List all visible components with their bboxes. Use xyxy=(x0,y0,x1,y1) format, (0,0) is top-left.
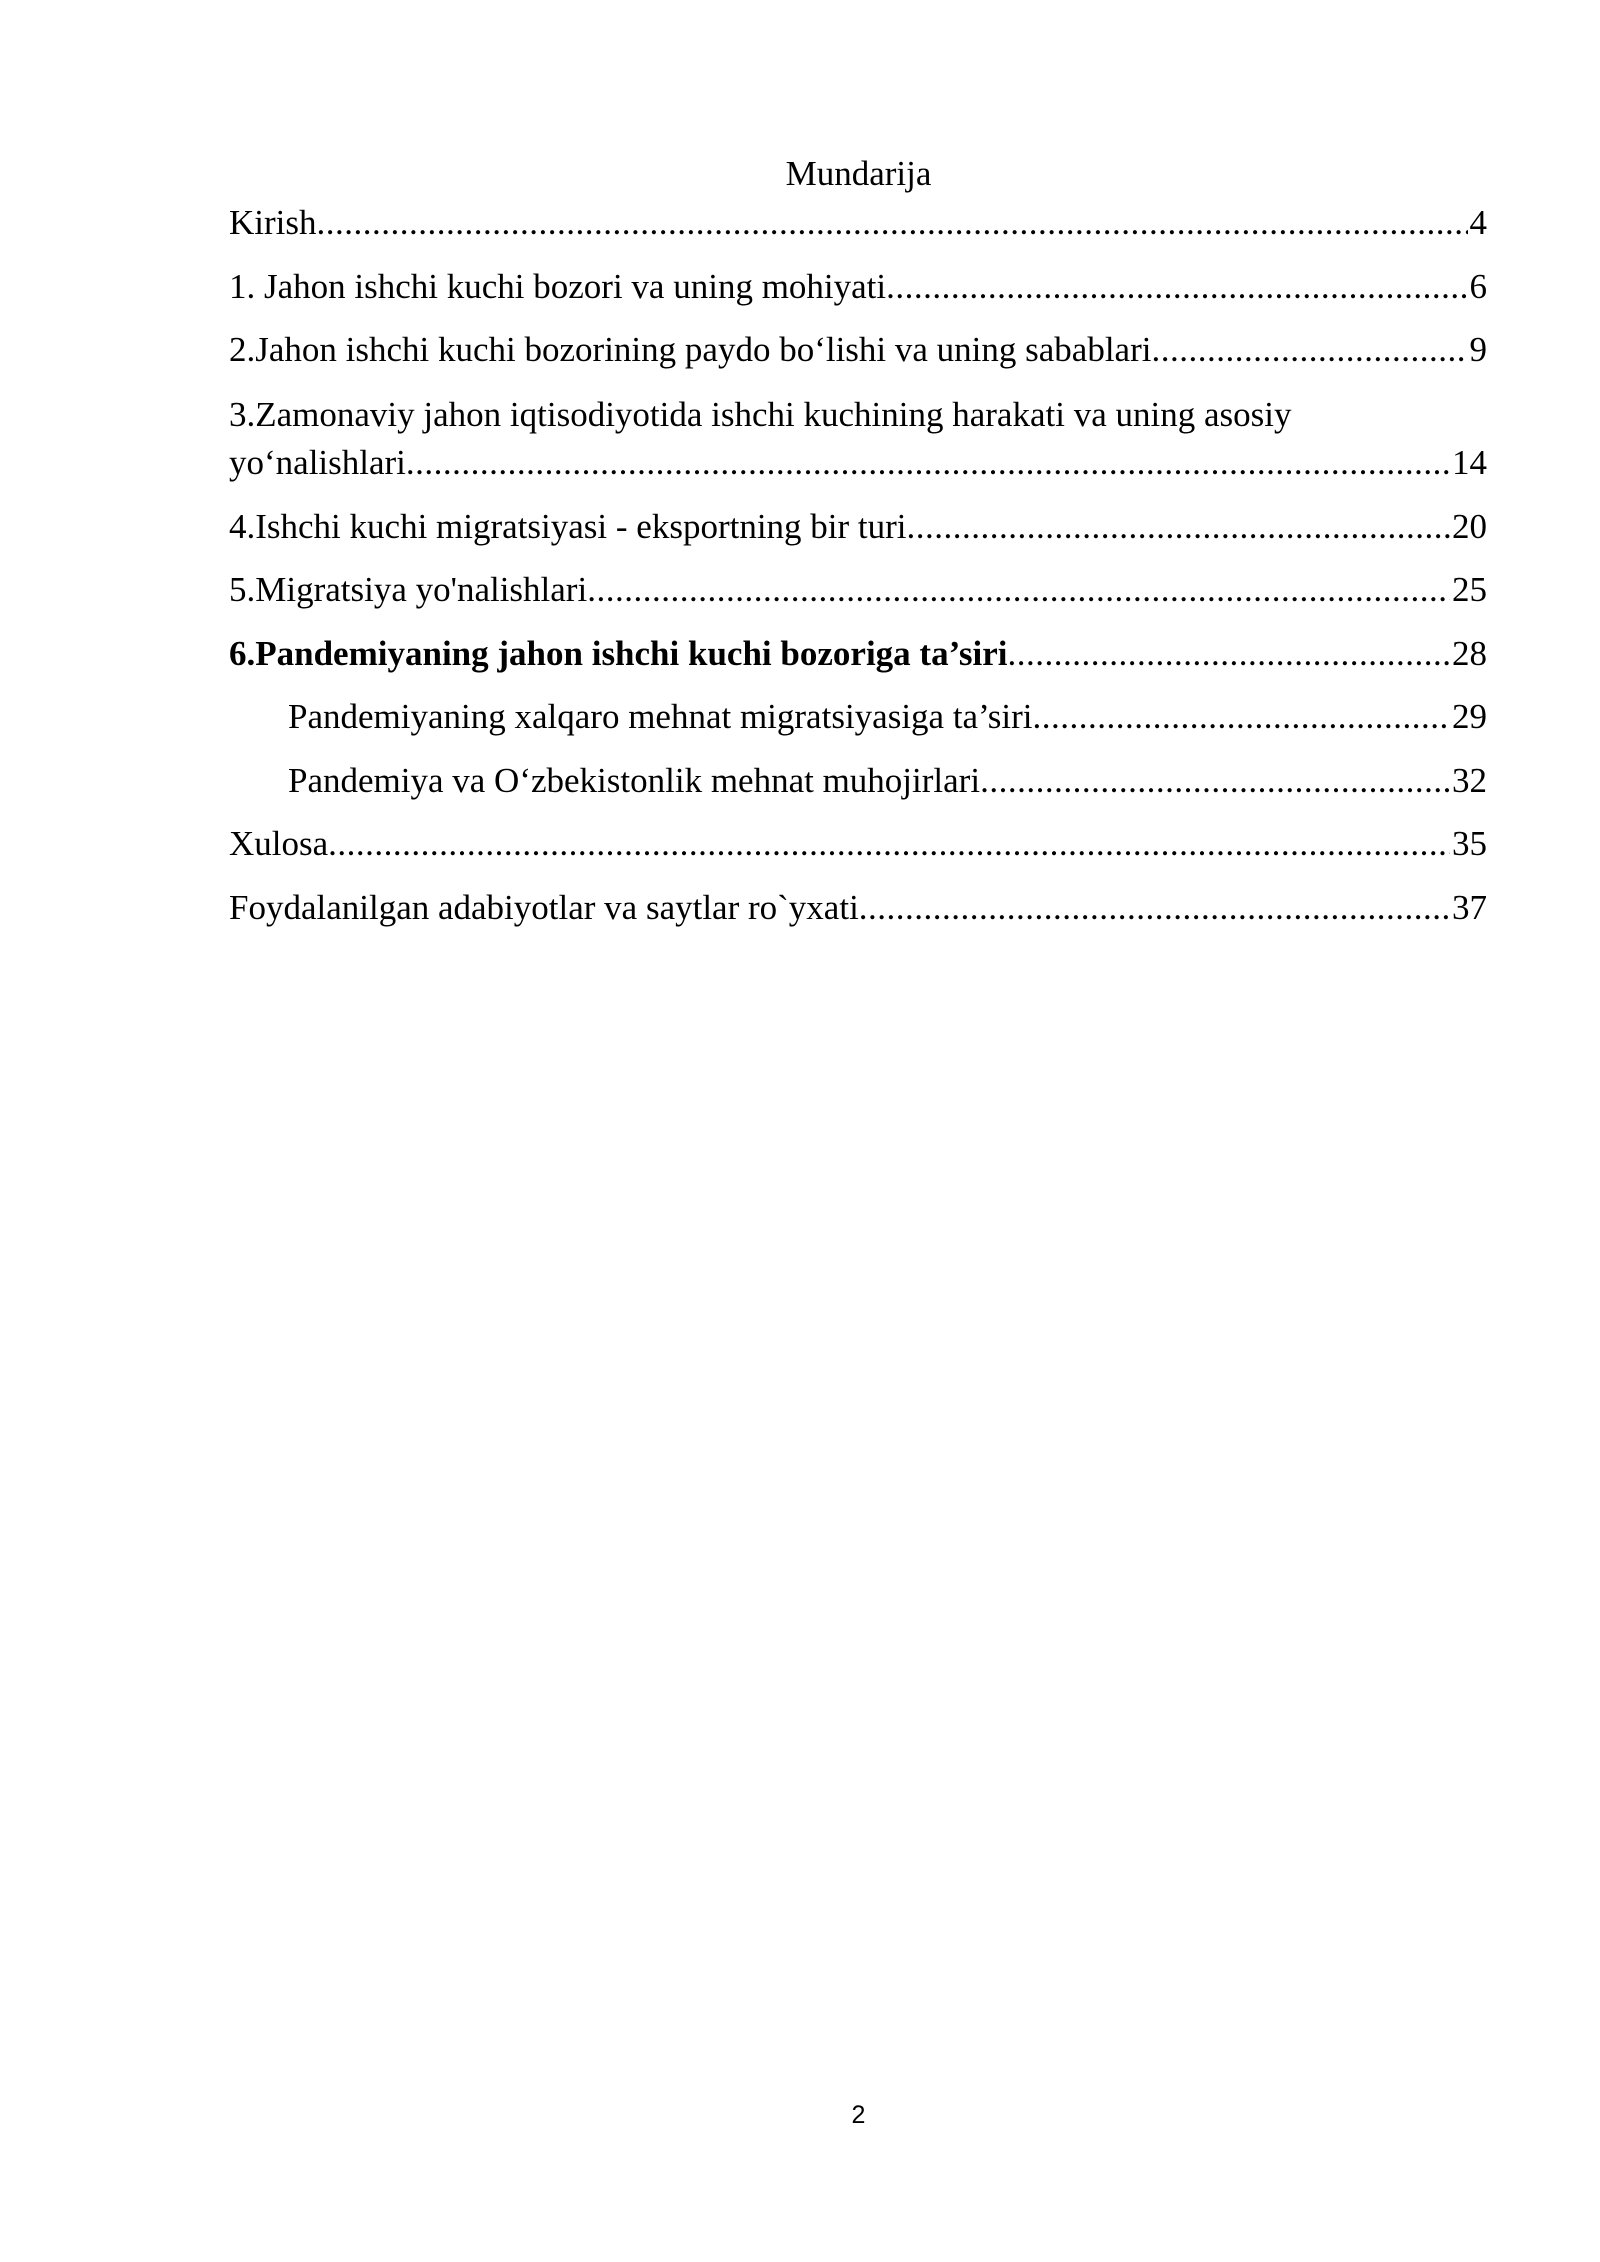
toc-leader-dots xyxy=(1151,327,1467,373)
toc-entry-page: 35 xyxy=(1452,824,1487,863)
toc-entry-page: 14 xyxy=(1452,442,1487,482)
toc-entry-text: Pandemiya va O‘zbekistonlik mehnat muhojirlari xyxy=(288,760,981,800)
toc-entry-text: 4.Ishchi kuchi migratsiyasi - eksportning bir turi xyxy=(229,506,907,546)
toc-entry-1[interactable] xyxy=(229,264,1487,328)
toc-entry-2[interactable] xyxy=(229,327,1487,391)
toc-entry-page: 25 xyxy=(1452,570,1487,609)
page-number: 2 xyxy=(851,2101,866,2129)
toc-leader-dots xyxy=(317,200,1468,246)
toc-entry-4[interactable] xyxy=(229,504,1487,568)
toc-leader-dots xyxy=(886,264,1467,310)
toc-entry-5[interactable] xyxy=(229,567,1487,631)
toc-entry-text: 5.Migratsiya yo'nalishlari xyxy=(229,570,588,609)
toc-entry-6[interactable] xyxy=(229,631,1487,695)
toc-leader-dots xyxy=(980,758,1450,804)
toc-entry-text: 1. Jahon ishchi kuchi bozori va uning mohiyati xyxy=(229,266,887,306)
toc-leader-dots xyxy=(859,885,1450,931)
toc-leader-dots xyxy=(1008,631,1450,677)
toc-entry-bibliography[interactable] xyxy=(229,885,1487,949)
toc-entry-page: 29 xyxy=(1452,697,1487,736)
toc-leader-dots xyxy=(406,439,1450,487)
toc-entry-kirish[interactable] xyxy=(229,200,1487,264)
toc-entry-xulosa[interactable] xyxy=(229,821,1487,885)
toc-entry-text: Pandemiyaning xalqaro mehnat migratsiyasiga ta’siri xyxy=(288,697,1033,736)
toc-leader-dots xyxy=(587,567,1450,613)
toc-entry-page: 9 xyxy=(1469,330,1487,369)
toc-entry-page: 6 xyxy=(1469,266,1487,306)
toc-entry-page: 20 xyxy=(1452,506,1487,546)
toc-title: Mundarija xyxy=(785,154,932,193)
table-of-contents xyxy=(229,200,1487,948)
toc-leader-dots xyxy=(907,504,1450,550)
toc-entry-text: Xulosa xyxy=(229,824,329,863)
toc-entry-3[interactable] xyxy=(229,391,1487,504)
toc-entry-text: Foydalanilgan adabiyotlar va saytlar ro`yxati xyxy=(229,887,859,927)
toc-entry-page: 37 xyxy=(1452,887,1487,927)
toc-entry-page: 28 xyxy=(1452,633,1487,673)
toc-entry-6-1[interactable] xyxy=(229,694,1487,758)
toc-entry-text: Kirish xyxy=(229,203,317,242)
toc-entry-page: 4 xyxy=(1469,203,1487,242)
toc-entry-text: 2.Jahon ishchi kuchi bozorining paydo bo‘lishi va uning sabablari xyxy=(229,330,1152,369)
toc-entry-text: 6.Pandemiyaning jahon ishchi kuchi bozoriga ta’siri xyxy=(229,633,1008,673)
toc-entry-text-line1: 3.Zamonaviy jahon iqtisodiyotida ishchi kuchining harakati va uning asosiy xyxy=(229,394,1292,434)
toc-leader-dots xyxy=(1033,694,1450,740)
toc-leader-dots xyxy=(328,821,1450,867)
toc-entry-page: 32 xyxy=(1452,760,1487,800)
toc-entry-text-line2: yo‘nalishlari xyxy=(229,442,406,482)
toc-entry-6-2[interactable] xyxy=(229,758,1487,822)
